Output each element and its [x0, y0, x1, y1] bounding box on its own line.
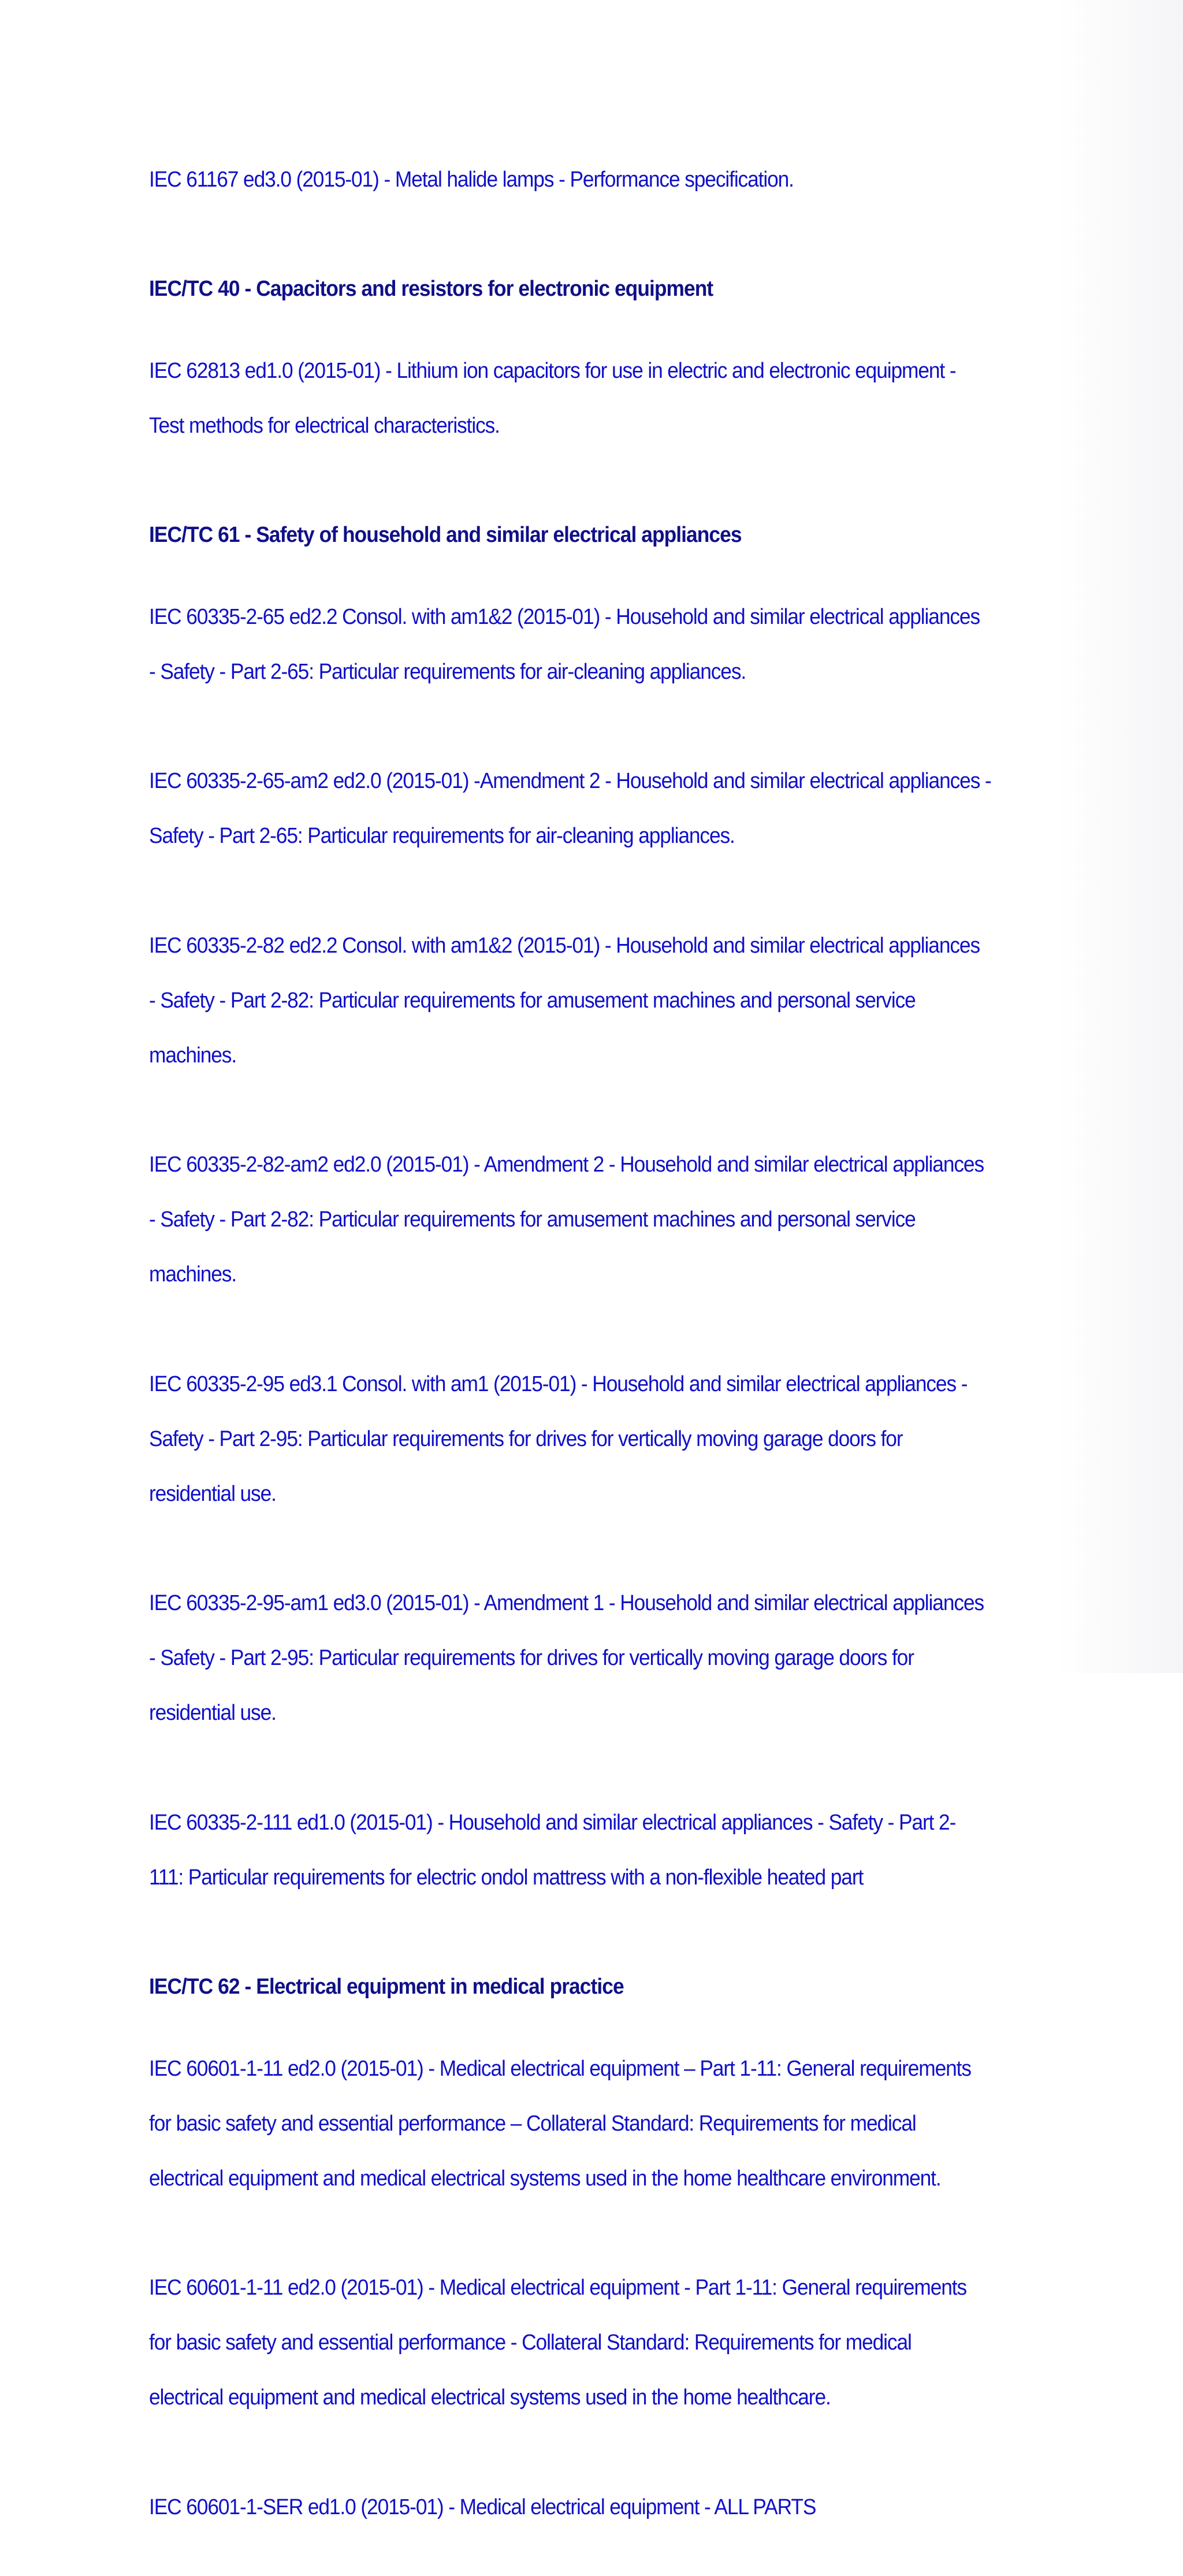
standard-entry [149, 741, 1041, 878]
entry-line: IEC 60601-1-11 ed2.0 (2015-01) - Medical electrical equipment – Part 1-11: General requirements [149, 2056, 971, 2081]
entry-line: IEC 60601-1-SER ed1.0 (2015-01) - Medical electrical equipment - ALL PARTS [149, 2495, 816, 2519]
entry-line: IEC 60335-2-82 ed2.2 Consol. with am1&2 (2015-01) - Household and similar electrical appliances [149, 933, 980, 958]
standard-entry [149, 1563, 1041, 1755]
standard-entry [149, 1124, 1041, 1317]
entry-line: 111: Particular requirements for electric ondol mattress with a non-flexible heated part [149, 1865, 864, 1890]
entry-line: IEC 60335-2-65-am2 ed2.0 (2015-01) -Amendment 2 - Household and similar electrical appliances - [149, 769, 991, 793]
standard-entry [149, 905, 1041, 1097]
entry-line: machines. [149, 1262, 237, 1287]
entry-line: Safety - Part 2-95: Particular requirements for drives for vertically moving garage doors for [149, 1426, 903, 1451]
standard-entry [149, 576, 1041, 713]
standard-entry [149, 2247, 1041, 2440]
entry-line: IEC 60335-2-95 ed3.1 Consol. with am1 (2015-01) - Household and similar electrical appliances - [149, 1371, 968, 1396]
entry-line: Safety - Part 2-65: Particular requirements for air-cleaning appliances. [149, 824, 735, 848]
standard-entry [149, 1782, 1041, 1919]
entry-line: IEC 60335-2-82-am2 ed2.0 (2015-01) - Amendment 2 - Household and similar electrical appliances [149, 1153, 984, 1177]
section-heading: IEC/TC 61 - Safety of household and similar electrical appliances [149, 522, 742, 547]
standard-entry [149, 330, 1041, 467]
entry-line: - Safety - Part 2-82: Particular requirements for amusement machines and personal service [149, 1207, 916, 1232]
standard-entry [149, 2466, 1041, 2549]
entry-line: machines. [149, 1043, 237, 1068]
entry-line: residential use. [149, 1701, 276, 1725]
entry-line: - Safety - Part 2-82: Particular requirements for amusement machines and personal service [149, 988, 916, 1013]
standard-entry [149, 1343, 1041, 1536]
entry-line: IEC 60335-2-95-am1 ed3.0 (2015-01) - Amendment 1 - Household and similar electrical appliances [149, 1591, 984, 1615]
intro-entry [149, 139, 1041, 221]
entry-line: IEC 61167 ed3.0 (2015-01) - Metal halide lamps - Performance specification. [149, 167, 794, 192]
entry-line: residential use. [149, 1481, 276, 1506]
entry-line: electrical equipment and medical electrical systems used in the home healthcare. [149, 2385, 831, 2410]
entry-line: - Safety - Part 2-95: Particular requirements for drives for vertically moving garage doors for [149, 1646, 914, 1670]
entry-line: IEC 60601-1-11 ed2.0 (2015-01) - Medical electrical equipment - Part 1-11: General requirements [149, 2276, 967, 2300]
document-content [149, 139, 1041, 2576]
entry-line: Test methods for electrical characteristics. [149, 413, 500, 438]
entry-line: - Safety - Part 2-65: Particular requirements for air-cleaning appliances. [149, 659, 746, 684]
entry-line: IEC 60335-2-65 ed2.2 Consol. with am1&2 (2015-01) - Household and similar electrical appliances [149, 604, 980, 629]
entry-line: for basic safety and essential performance - Collateral Standard: Requirements for medical [149, 2330, 912, 2355]
entry-line: for basic safety and essential performance – Collateral Standard: Requirements for medical [149, 2111, 916, 2136]
section-heading: IEC/TC 40 - Capacitors and resistors for electronic equipment [149, 276, 713, 301]
entry-line: IEC 60335-2-111 ed1.0 (2015-01) - Household and similar electrical appliances - Safety - Part 2- [149, 1810, 956, 1835]
section-tc62 [149, 1973, 1041, 2549]
standard-entry [149, 2028, 1041, 2220]
section-heading: IEC/TC 62 - Electrical equipment in medical practice [149, 1974, 624, 1999]
section-tc40 [149, 276, 1041, 467]
section-tc61 [149, 522, 1041, 1919]
entry-line: electrical equipment and medical electrical systems used in the home healthcare environment. [149, 2166, 941, 2191]
entry-line: IEC 62813 ed1.0 (2015-01) - Lithium ion capacitors for use in electric and electronic equipment - [149, 358, 956, 383]
